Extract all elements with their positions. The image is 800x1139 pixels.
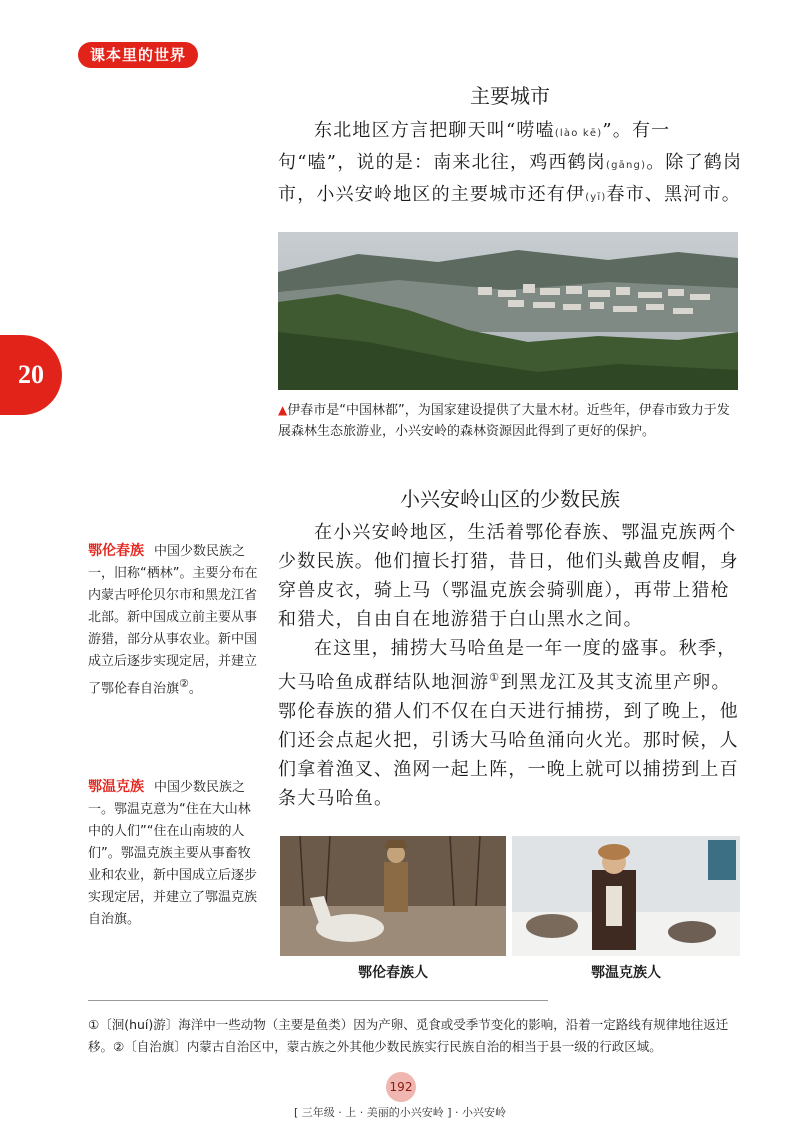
caption-triangle-icon: ▲ bbox=[278, 403, 288, 417]
cities-paragraph bbox=[278, 116, 748, 212]
pinyin-annotation: (lào kē) bbox=[554, 128, 603, 139]
sidebar-term-ewenki bbox=[88, 776, 258, 931]
page-number: 192 bbox=[386, 1072, 416, 1102]
text-run: 到黑龙江及其支流里产卵。鄂伦春族的猎人们不仅在白天进行捕捞，到了晚上，他们还会点起火把，引诱大马哈鱼涌向火光。那时候，人们拿着渔叉、渔网一起上阵，一晚上就可以捕捞到上百条大马哈鱼。 bbox=[278, 672, 739, 809]
section-heading-cities: 主要城市 bbox=[470, 84, 550, 108]
paragraph-1: 在小兴安岭地区，生活着鄂伦春族、鄂温克族两个少数民族。他们擅长打猎，昔日，他们头戴兽皮帽，身穿兽皮衣，骑上马（鄂温克族会骑驯鹿），再带上猎枪和猎犬，自由自在地游猎于白山黑水之间。 bbox=[278, 522, 739, 630]
yichun-city-photo bbox=[278, 232, 738, 390]
text-run: ”。有一句“嗑”，说的是：南来北往，鸡西鹤岗 bbox=[278, 120, 671, 173]
term-text: 。 bbox=[188, 681, 202, 697]
term-text: 中国少数民族之一，旧称“栖林”。主要分布在内蒙古呼伦贝尔市和黑龙江省北部。新中国成立前主要从事游猎，部分从事农业。新中国成立后逐步实现定居，并建立了鄂伦春自治旗 bbox=[88, 544, 258, 697]
minorities-paragraphs bbox=[278, 518, 748, 813]
series-badge: 课本里的世界 bbox=[78, 42, 198, 68]
text-run: 春市、黑河市。 bbox=[606, 184, 741, 205]
caption-text: 伊春市是“中国林都”，为国家建设提供了大量木材。近些年，伊春市致力于发展森林生态旅游业，小兴安岭的森林资源因此得到了更好的保护。 bbox=[278, 403, 730, 439]
ewenki-woman-photo bbox=[512, 836, 740, 956]
oroqen-rider-photo bbox=[280, 836, 506, 956]
oroqen-photo-caption: 鄂伦春族人 bbox=[358, 965, 428, 981]
text-run: 东北地区方言把聊天叫“唠嗑 bbox=[314, 120, 555, 141]
footnote-ref: ① bbox=[489, 671, 501, 684]
sidebar-term-oroqen bbox=[88, 540, 258, 700]
chapter-tab: 20 bbox=[0, 335, 62, 415]
pinyin-annotation: (gāng) bbox=[606, 160, 647, 171]
text-run: 在这里，捕捞大马哈鱼是一年一度的盛事。秋季，大马哈鱼成群结队地洄游 bbox=[278, 638, 737, 693]
footnote-divider bbox=[88, 1000, 548, 1001]
footnotes: ①〔洄(huí)游〕海洋中一些动物（主要是鱼类）因为产卵、觅食或受季节变化的影响，沿着一定路线有规律地往返迁移。②〔自治旗〕内蒙古自治区中，蒙古族之外其他少数民族实行民族自治的相当于县一级的行政区域。 bbox=[88, 1017, 729, 1054]
text-run: 。除了鹤岗市，小兴安岭地区的主要城市还有伊 bbox=[278, 152, 743, 205]
city-photo-caption bbox=[278, 400, 740, 442]
term-keyword: 鄂伦春族 bbox=[88, 543, 144, 559]
footnote-ref: ② bbox=[179, 677, 189, 690]
term-keyword: 鄂温克族 bbox=[88, 779, 144, 795]
running-footer: [ 三年级 · 上 · 美丽的小兴安岭 ] · 小兴安岭 bbox=[293, 1106, 507, 1119]
pinyin-annotation: (yī) bbox=[585, 192, 607, 203]
section-heading-minorities: 小兴安岭山区的少数民族 bbox=[400, 487, 620, 511]
paragraph-2 bbox=[278, 634, 748, 813]
term-text: 中国少数民族之一。鄂温克意为“住在大山林中的人们”“住在山南坡的人们”。鄂温克族主要从事畜牧业和农业，新中国成立后逐步实现定居，并建立了鄂温克族自治旗。 bbox=[88, 780, 258, 927]
ewenki-photo-caption: 鄂温克族人 bbox=[591, 965, 661, 981]
